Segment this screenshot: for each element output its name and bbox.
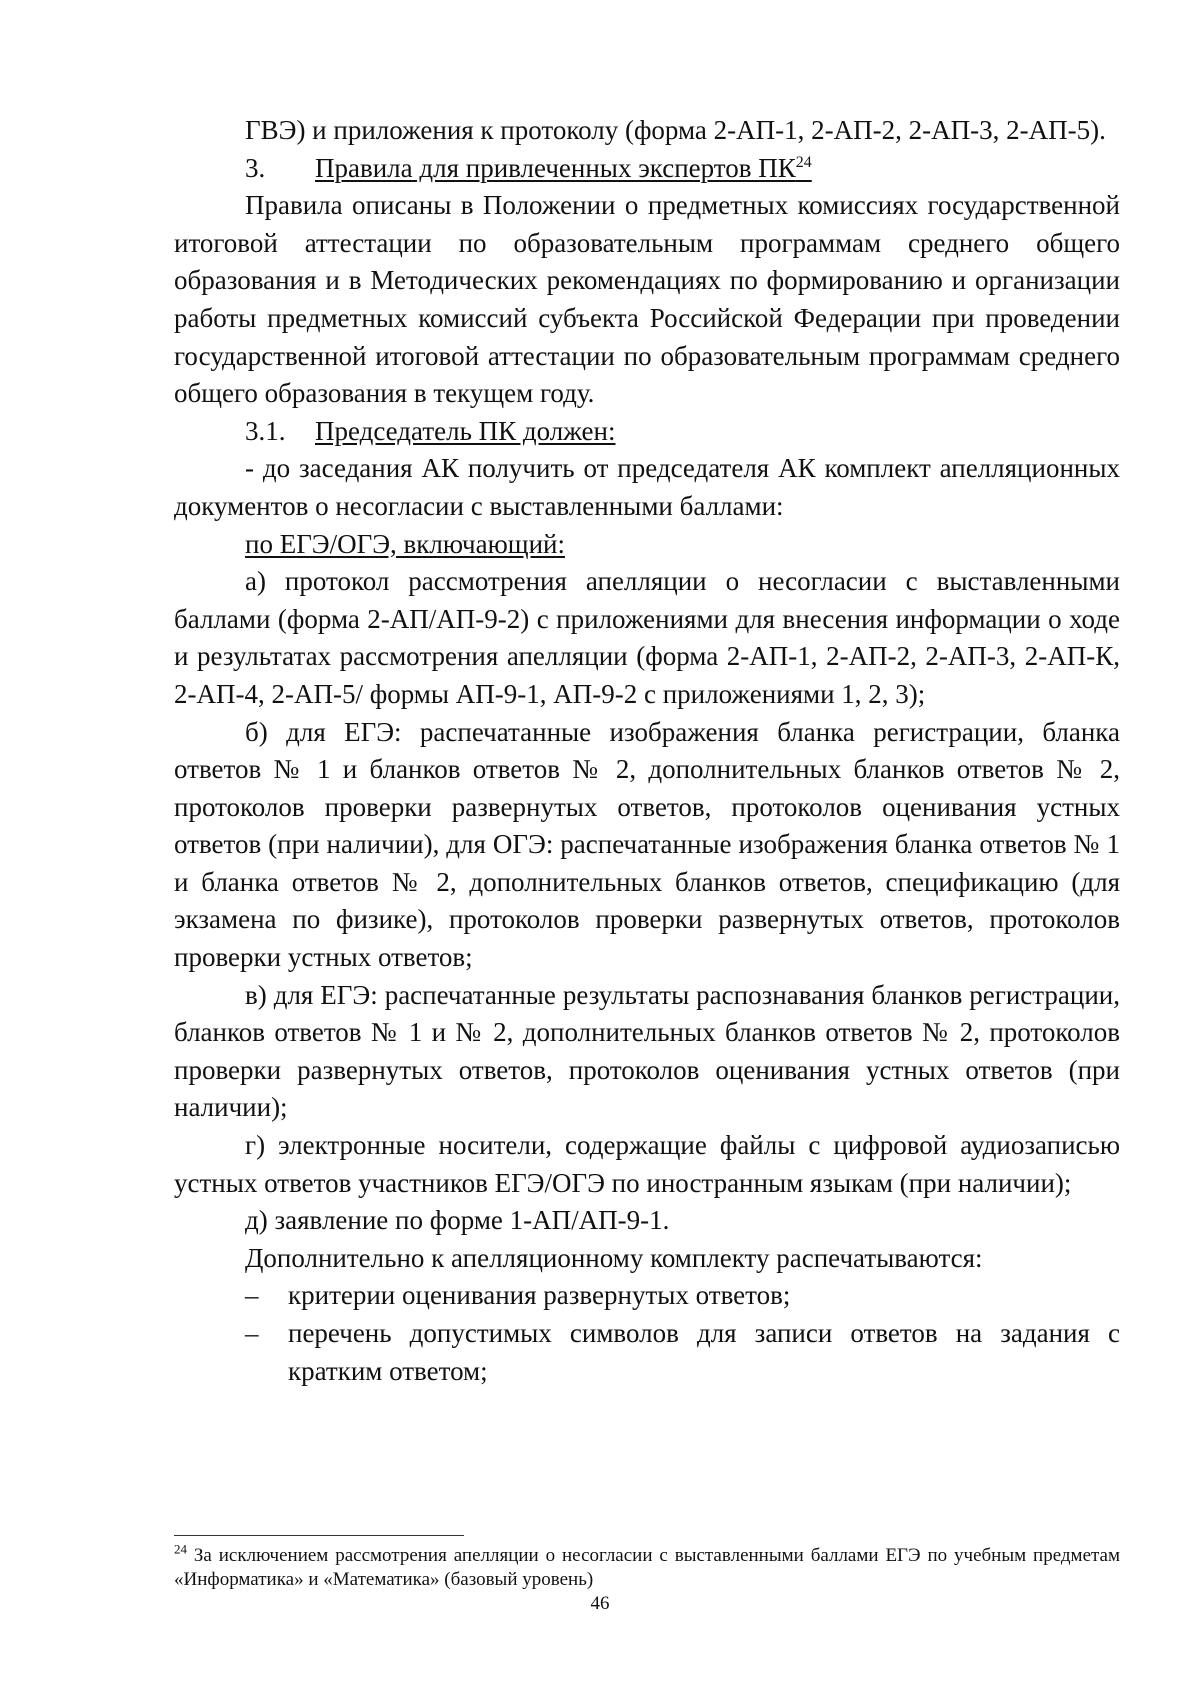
list-item-g: г) электронные носители, содержащие файлы с цифровой аудиозаписью устных ответов участников ЕГЭ/ОГЭ по иностранным языкам (при наличии); [174,1130,1120,1198]
dash-marker: – [245,1280,259,1311]
paragraph-additional: Дополнительно к апелляционному комплекту распечатываются: [245,1242,983,1273]
list-item-a: а) протокол рассмотрения апелляции о несогласии с выставленными баллами (форма 2-АП/АП-9-2) с приложениями для внесения информации о ходе и результатах рассмотрения апелляции (форма 2-АП-1, 2-АП-2, 2-АП-3, 2-АП-К, 2-АП-4, 2-АП-5/ формы АП-9-1, АП-9-2 с приложениями 1, 2, 3); [174,566,1120,709]
footnote-separator [174,1535,464,1536]
dash-marker: – [245,1318,259,1348]
section-3-title: Правила для привлеченных экспертов ПК$^{24}$ [315,152,812,183]
bullet-text: перечень допустимых символов для записи ответов на задания с кратким ответом; [288,1318,1120,1386]
paragraph-kit-intro [174,526,1120,564]
paragraph-continuation: ГВЭ) и приложения к протоколу (форма 2-АП-1, 2-АП-2, 2-АП-3, 2-АП-5). [245,115,1106,145]
bullet-item [245,1277,1120,1315]
page-body [174,112,1120,1390]
section-3-heading [174,150,1120,188]
bullet-item [245,1315,1120,1390]
list-item-d: д) заявление по форме 1-АП/АП-9-1. [245,1205,670,1236]
list-item-b: б) для ЕГЭ: распечатанные изображения бланка регистрации, бланка ответов № 1 и бланков ответов № 2, дополнительных бланков ответов № 2, протоколов проверки развернутых ответов, протоколов оценивания устных ответов (при наличии), для ОГЭ: распечатанные изображения бланка ответов № 1 и бланка ответов № 2, дополнительных бланков ответов, спецификацию (для экзамена по физике), протоколов проверки развернутых ответов, протоколов проверки устных ответов; [174,716,1120,973]
footnote [174,1541,1120,1592]
section-3-1-title: Председатель ПК должен: [315,415,616,446]
list-item-v: в) для ЕГЭ: распечатанные результаты распознавания бланков регистрации, бланков ответов № 1 и № 2, дополнительных бланков ответов № 2, протоколов проверки развернутых ответов, протоколов оценивания устных ответов (при наличии); [174,979,1120,1123]
footnote-number: 24 [174,1541,187,1557]
paragraph-rules: Правила описаны в Положении о предметных комиссиях государственной итоговой аттестации по образовательным программам среднего общего образования и в Методических рекомендациях по формированию и организации работы предметных комиссий субъекта Российской Федерации при проведении государственной итоговой аттестации по образовательным программам среднего общего образования в текущем году. [174,190,1120,409]
footnote-ref: 24 [795,153,812,171]
bullet-text: критерии оценивания развернутых ответов; [288,1280,791,1311]
section-3-1-heading [174,413,1120,451]
section-3-1-number: 3.1. [245,415,286,446]
footnote-text: За исключением рассмотрения апелляции о несогласии с выставленными баллами ЕГЭ по учебным предметам «Информатика» и «Математика» (базовый уровень) [174,1545,1120,1590]
page-number: 46 [590,1593,610,1614]
paragraph-chair-duty: - до заседания АК получить от председателя АК комплект апелляционных документов о несогласии с выставленными баллами: [174,453,1120,521]
section-3-number: 3. [245,152,266,183]
kit-intro-text: по ЕГЭ/ОГЭ, включающий: [245,528,565,559]
